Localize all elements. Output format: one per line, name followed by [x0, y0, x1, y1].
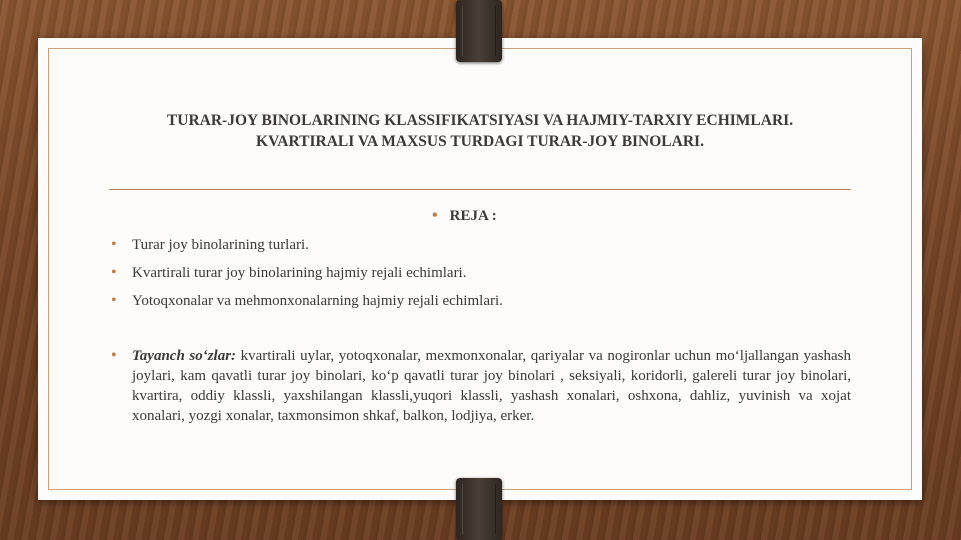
plan-item — [111, 263, 503, 291]
plan-item — [111, 291, 503, 319]
title-line-2: KVARTIRALI VA MAXSUS TURDAGI TURAR-JOY BINOLARI. — [256, 133, 704, 150]
plan-item-text: Kvartirali turar joy binolarining hajmiy rejali echimlari. — [132, 265, 467, 281]
bullet-icon: • — [111, 347, 117, 364]
title-divider — [109, 189, 851, 190]
bullet-icon: • — [111, 292, 117, 309]
plan-list — [111, 235, 503, 319]
keywords-text: kvartirali uylar, yotoqxonalar, mexmonxonalar, qariyalar va nogironlar uchun mo‘ljallangan yashash joylari, kam qavatli turar joy binolari, ko‘p qavatli turar joy binolari , seksiyali, koridorli, galereli turar joy binolari, kvartira, oddiy klassli, yaxshilangan klassli,yuqori klassli, yashash xonalari, oshxona, dahliz, yuvinish va xojat xonalari, yozgi xonalar, taxmonsimon shkaf, balkon, lodjiya, erker. — [132, 348, 851, 424]
keywords-label: Tayanch so‘zlar: — [132, 348, 237, 364]
plan-item-text: Turar joy binolarining turlari. — [132, 237, 309, 253]
keywords-block — [111, 346, 851, 426]
top-binder-clip — [456, 0, 502, 62]
keywords-paragraph — [132, 346, 851, 426]
plan-item — [111, 235, 503, 263]
bullet-icon: • — [111, 236, 117, 253]
bullet-icon: • — [111, 264, 117, 281]
plan-item-text: Yotoqxonalar va mehmonxonalarning hajmiy rejali echimlari. — [132, 293, 503, 309]
plan-heading — [432, 207, 497, 225]
slide-title — [60, 110, 900, 152]
bottom-binder-clip — [456, 478, 502, 540]
plan-heading-label: REJA : — [449, 208, 497, 224]
title-line-1: TURAR-JOY BINOLARINING KLASSIFIKATSIYASI VA HAJMIY-TARXIY ECHIMLARI. — [166, 112, 794, 129]
bullet-icon: • — [432, 207, 438, 224]
